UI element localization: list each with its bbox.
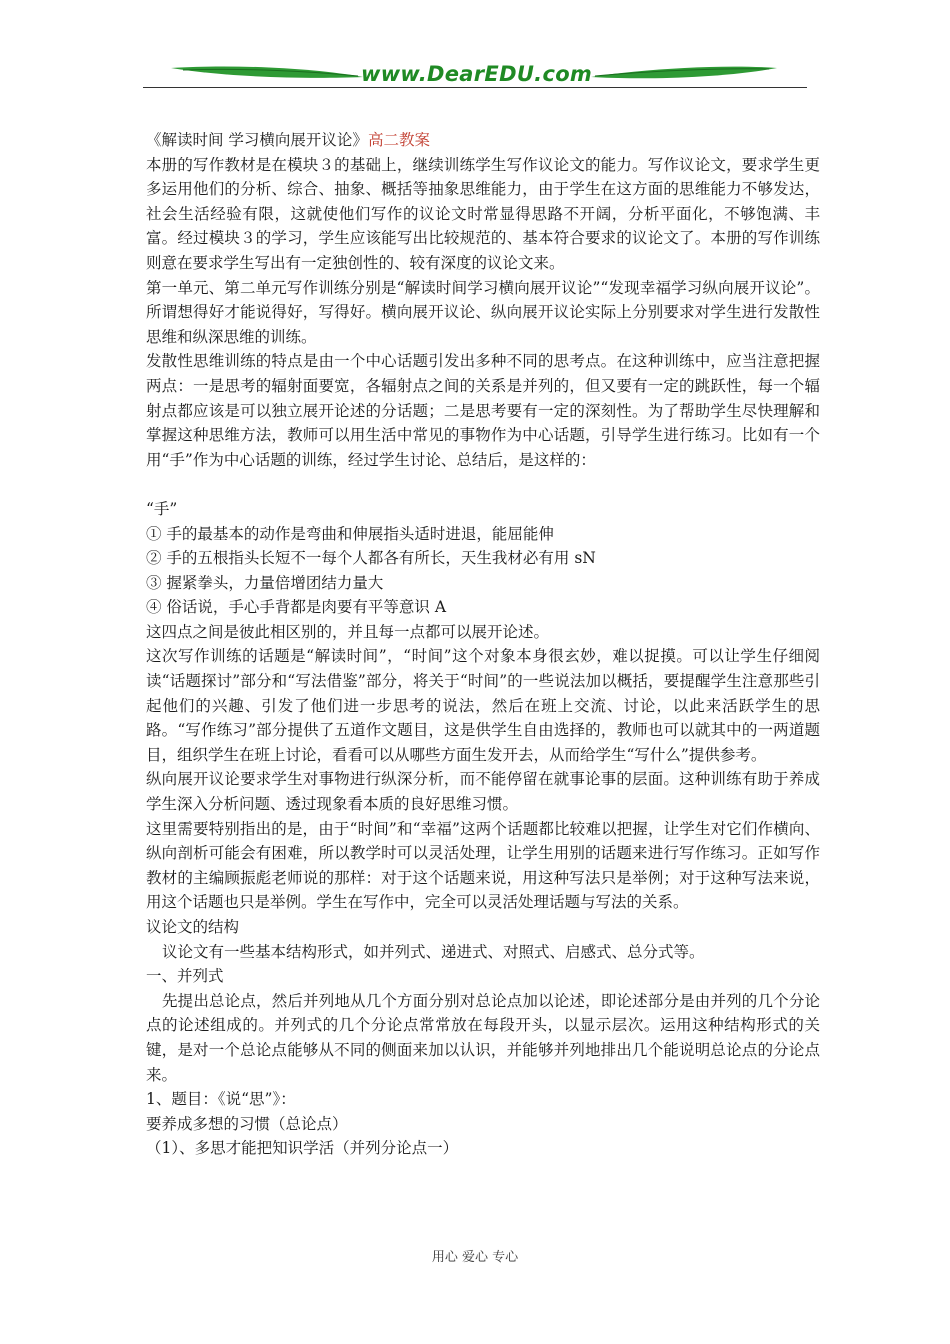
list-item: ④ 俗话说，手心手背都是肉要有平等意识 A — [146, 598, 447, 617]
structure-intro: 议论文有一些基本结构形式，如并列式、递进式、对照式、启感式、总分式等。 — [162, 942, 705, 961]
header-divider — [143, 87, 807, 88]
blank-line — [146, 472, 820, 497]
example-thesis: 要养成多想的习惯（总论点） — [146, 1114, 348, 1133]
site-brand: www.DearEDU.com — [361, 62, 593, 86]
section-heading: 议论文的结构 — [146, 918, 240, 936]
paragraph: 本册的写作教材是在模块３的基础上，继续训练学生写作议论文的能力。写作议论文，要求学生更多运用他们的分析、综合、抽象、概括等抽象思维能力，由于学生在这方面的思维能力不够发达，社会生活经验有限，这就使他们写作的议论文时常显得思路不开阔，分析平面化，不够饱满、丰富。经过模块３的学习，学生应该能写出比较规范的、基本符合要求的议论文了。本册的写作训练则意在要求学生写出有一定独创性的、较有深度的议论文来。 — [146, 155, 820, 272]
title-main: 《解读时间 学习横向展开议论》 — [146, 131, 368, 149]
title-suffix: 高二教案 — [367, 131, 430, 149]
paragraph: 纵向展开议论要求学生对事物进行纵深分析，而不能停留在就事论事的层面。这种训练有助于养成学生深入分析问题、透过现象看本质的良好思维习惯。 — [146, 770, 820, 814]
paragraph: 这四点之间是彼此相区别的，并且每一点都可以展开论述。 — [146, 622, 550, 641]
section-title: 一、并列式 — [146, 967, 224, 986]
hand-title: “手” — [146, 499, 178, 518]
paragraph: 这次写作训练的话题是“解读时间”，“时间”这个对象本身很玄妙，难以捉摸。可以让学生仔细阅读“话题探讨”部分和“写法借鉴”部分，将关于“时间”的一些说法加以概括，要提醒学生注意那些引起他们的兴趣、引发了他们进一步思考的说法，然后在班上交流、讨论，以此来活跃学生的思路。“写作练习”部分提供了五道作文题目，这是供学生自由选择的，教师也可以就其中的一两道题目，组织学生在班上讨论，看看可以从哪些方面生发开去，从而给学生“写什么”提供参考。 — [146, 647, 820, 764]
document-body — [146, 128, 820, 1161]
document-title — [146, 128, 820, 153]
list-item: ② 手的五根指头长短不一每个人都各有所长，天生我材必有用 sN — [146, 549, 596, 568]
example-title: 1、题目：《说“思”》： — [146, 1090, 296, 1109]
example-point: （1）、多思才能把知识学活（并列分论点一） — [146, 1139, 459, 1158]
paragraph: 第一单元、第二单元写作训练分别是“解读时间学习横向展开议论”“发现幸福学习纵向展开议论”。所谓想得好才能说得好，写得好。横向展开议论、纵向展开议论实际上分别要求对学生进行发散性思维和纵深思维的训练。 — [146, 278, 820, 346]
list-item: ① 手的最基本的动作是弯曲和伸展指头适时进退，能屈能伸 — [146, 524, 554, 543]
paragraph: 这里需要特别指出的是，由于“时间”和“幸福”这两个话题都比较难以把握，让学生对它们作横向、纵向剖析可能会有困难，所以教学时可以灵活处理，让学生用别的话题来进行写作练习。正如写作教材的主编顾振彪老师说的那样：对于这个话题来说，用这种写法只是举例；对于这种写法来说，用这个话题也只是举例。学生在写作中，完全可以灵活处理话题与写法的关系。 — [146, 819, 820, 912]
page-footer: 用心 爱心 专心 — [431, 1250, 519, 1265]
paragraph: 发散性思维训练的特点是由一个中心话题引发出多种不同的思考点。在这种训练中，应当注意把握两点：一是思考的辐射面要宽，各辐射点之间的关系是并列的，但又要有一定的跳跃性，每一个辐射点都应该是可以独立展开论述的分话题；二是思考要有一定的深刻性。为了帮助学生尽快理解和掌握这种思维方法，教师可以用生活中常见的事物作为中心话题，引导学生进行练习。比如有一个用“手”作为中心话题的训练，经过学生讨论、总结后，是这样的： — [146, 352, 820, 469]
section-body: 先提出总论点，然后并列地从几个方面分别对总论点加以论述，即论述部分是由并列的几个分论点的论述组成的。并列式的几个分论点常常放在每段开头，以显示层次。运用这种结构形式的关键，是对一个总论点能够从不同的侧面来加以认识，并能够并列地排出几个能说明总论点的分论点来。 — [146, 991, 820, 1084]
list-item: ③ 握紧拳头，力量倍增团结力量大 — [146, 573, 384, 592]
